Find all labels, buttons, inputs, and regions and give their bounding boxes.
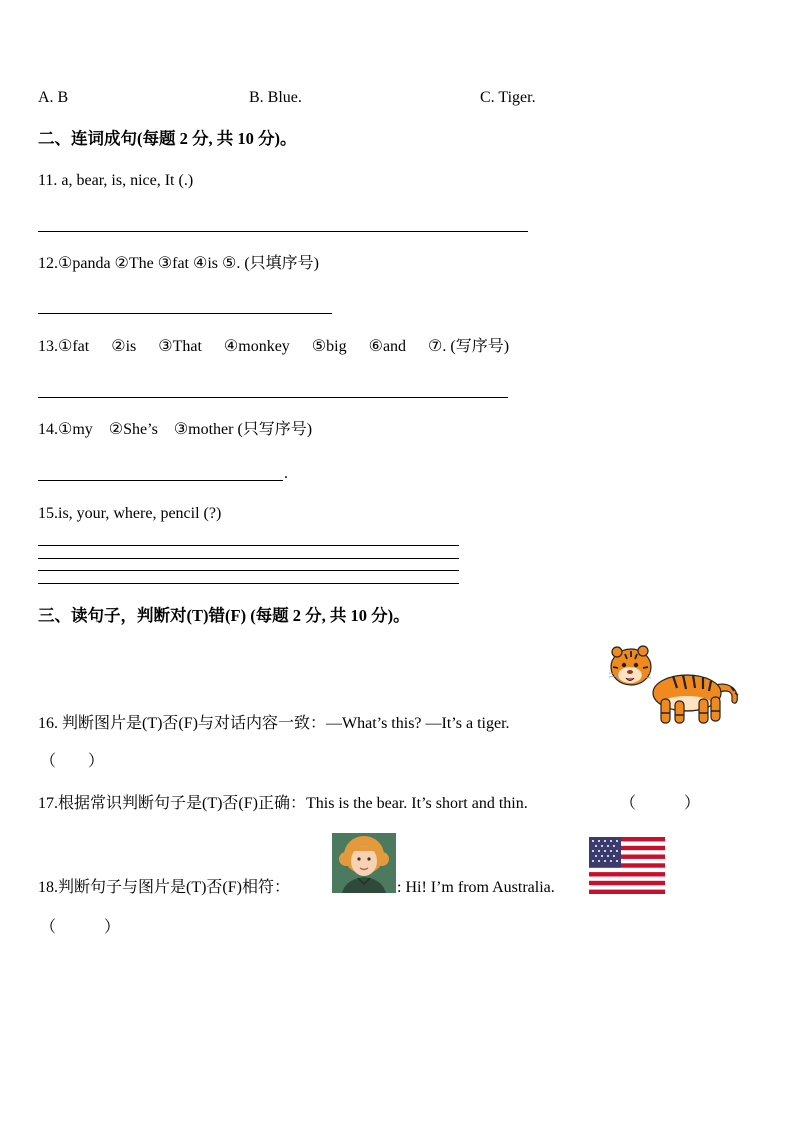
question-14-prefix: 14.: [38, 421, 58, 438]
answer-line-15[interactable]: [38, 545, 459, 546]
option-b: B. Blue.: [249, 89, 302, 106]
question-11: 11. a, bear, is, nice, It (.): [38, 172, 194, 189]
q13-token: ④monkey: [223, 338, 290, 355]
section2-heading: 二、连词成句(每题 2 分, 共 10 分)。: [38, 129, 297, 148]
question-12: 12.①panda ②The ③fat ④is ⑤. (只填序号): [38, 255, 320, 272]
q13-token: ⑦. (写序号): [428, 338, 510, 355]
q13-token: ③That: [158, 338, 202, 355]
option-c: C. Tiger.: [480, 89, 536, 106]
answer-paren-17[interactable]: （ ）: [620, 795, 701, 812]
question-15: 15.is, your, where, pencil (?): [38, 505, 222, 522]
q14-period: .: [284, 465, 288, 482]
q14-token: ③mother (只写序号): [173, 421, 313, 438]
answer-line-15[interactable]: [38, 583, 459, 584]
q13-token: ⑤big: [311, 338, 347, 355]
tiger-illustration: [603, 643, 745, 727]
girl-portrait: [332, 833, 396, 893]
q13-token: ①fat: [58, 338, 90, 355]
answer-line-14[interactable]: [38, 480, 283, 481]
section3-heading: 三、读句子，判断对(T)错(F) (每题 2 分, 共 10 分)。: [38, 606, 410, 625]
option-a: A. B: [38, 89, 69, 106]
q14-token: ②She’s: [108, 421, 158, 438]
answer-line-13[interactable]: [38, 397, 508, 398]
question-18-prefix: 18.判断句子与图片是(T)否(F)相符：: [38, 879, 290, 896]
question-17: 17.根据常识判断句子是(T)否(F)正确：This is the bear. It’s short and thin.: [38, 795, 528, 812]
usa-flag: [589, 837, 665, 894]
answer-line-12[interactable]: [38, 313, 332, 314]
question-13: [38, 337, 509, 357]
answer-paren-18[interactable]: （ ）: [40, 919, 121, 936]
question-16: 16. 判断图片是(T)否(F)与对话内容一致：—What’s this? —It’s a tiger.: [38, 715, 510, 732]
answer-line-11[interactable]: [38, 231, 528, 232]
question-13-prefix: 13.: [38, 338, 58, 355]
answer-line-15[interactable]: [38, 570, 459, 571]
q13-token: ②is: [111, 338, 137, 355]
question-18-text: : Hi! I’m from Australia.: [397, 879, 555, 896]
answer-line-15[interactable]: [38, 558, 459, 559]
q13-token: ⑥and: [368, 338, 407, 355]
question-14: [38, 420, 312, 440]
answer-paren-16[interactable]: （ ）: [40, 753, 105, 770]
q14-token: ①my: [58, 421, 93, 438]
